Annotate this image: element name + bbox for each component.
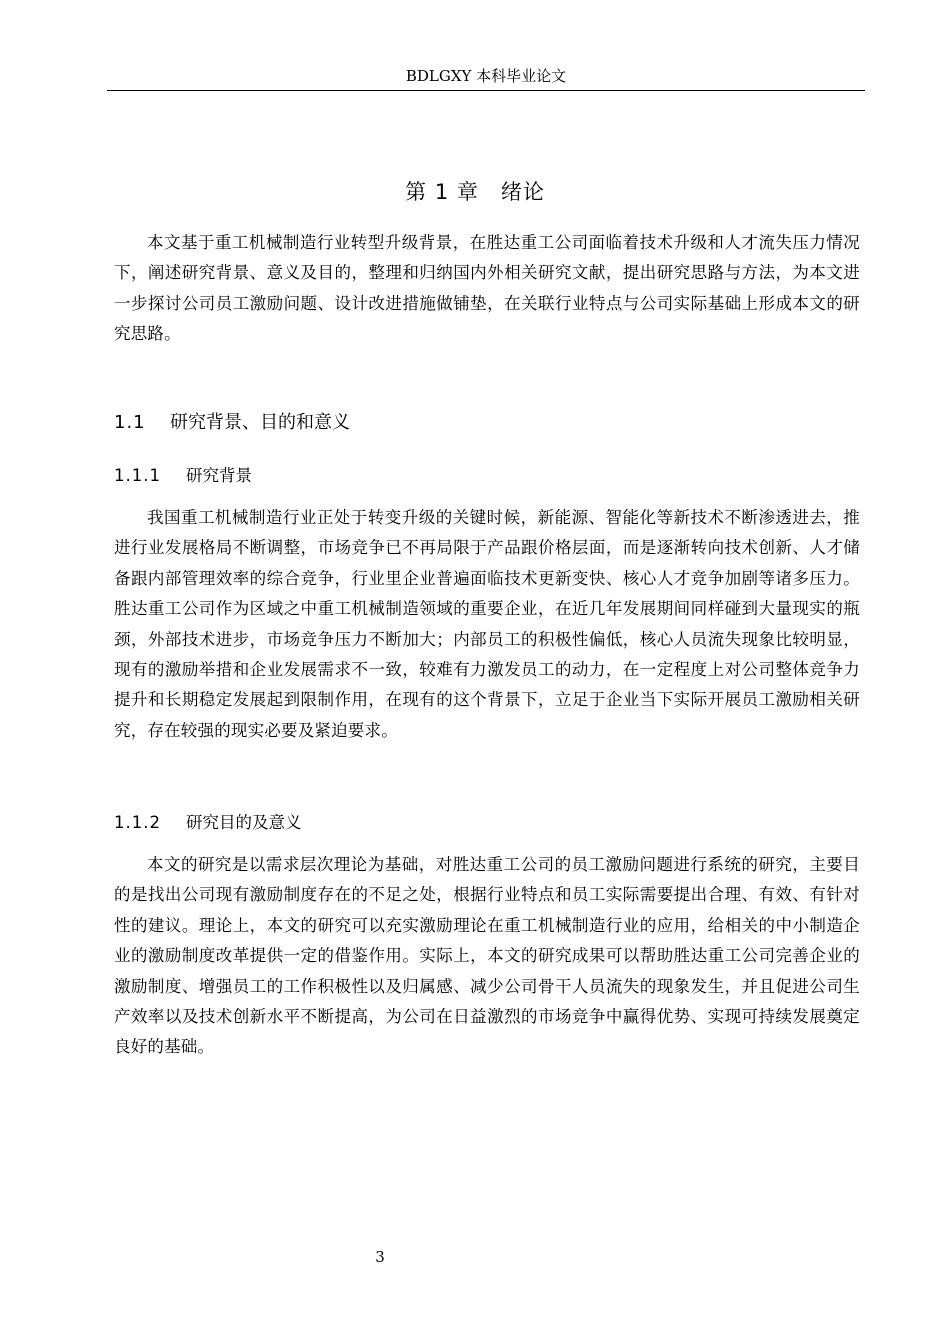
chapter-intro-paragraph: 本文基于重工机械制造行业转型升级背景，在胜达重工公司面临着技术升级和人才流失压力情况下，阐述研究背景、意义及目的，整理和归纳国内外相关研究文献，提出研究思路与方法，为本文进一步探讨公司员工激励问题、设计改进措施做铺垫，在关联行业特点与公司实际基础上形成本文的研究思路。 <box>114 233 860 344</box>
running-header-text: BDLGXY 本科毕业论文 <box>405 67 567 85</box>
subsection-number: 1.1.2 <box>114 813 161 832</box>
subsection-heading-1-1-2 <box>114 808 302 838</box>
chapter-number: 第 1 章 <box>405 180 479 204</box>
section-number: 1.1 <box>114 412 146 433</box>
running-header <box>107 62 865 91</box>
subsection-title: 研究背景 <box>186 466 252 485</box>
subsection-number: 1.1.1 <box>114 466 161 485</box>
purpose-paragraph: 本文的研究是以需求层次理论为基础，对胜达重工公司的员工激励问题进行系统的研究，主要目的是找出公司现有激励制度存在的不足之处，根据行业特点和员工实际需要提出合理、有效、有针对性的建议。理论上，本文的研究可以充实激励理论在重工机械制造行业的应用，给相关的中小制造企业的激励制度改革提供一定的借鉴作用。实际上，本文的研究成果可以帮助胜达重工公司完善企业的激励制度、增强员工的工作积极性以及归属感、减少公司骨干人员流失的现象发生，并且促进公司生产效率以及技术创新水平不断提高，为公司在日益激烈的市场竞争中赢得优势、实现可持续发展奠定良好的基础。 <box>114 855 860 1057</box>
subsection-title: 研究目的及意义 <box>186 813 302 832</box>
chapter-title-text: 绪论 <box>500 180 545 204</box>
chapter-title <box>0 176 950 208</box>
page-number: 3 <box>375 1248 385 1266</box>
background-paragraph: 我国重工机械制造行业正处于转变升级的关键时候，新能源、智能化等新技术不断渗透进去，推进行业发展格局不断调整，市场竞争已不再局限于产品跟价格层面，而是逐渐转向技术创新、人才储备跟内部管理效率的综合竞争，行业里企业普遍面临技术更新变快、核心人才竞争加剧等诸多压力。胜达重工公司作为区域之中重工机械制造领域的重要企业，在近几年发展期间同样碰到大量现实的瓶颈，外部技术进步，市场竞争压力不断加大；内部员工的积极性偏低，核心人员流失现象比较明显，现有的激励举措和企业发展需求不一致，较难有力激发员工的动力，在一定程度上对公司整体竞争力提升和长期稳定发展起到限制作用，在现有的这个背景下，立足于企业当下实际开展员工激励相关研究，存在较强的现实必要及紧迫要求。 <box>114 508 860 740</box>
section-heading-1-1 <box>114 408 350 438</box>
section-title: 研究背景、目的和意义 <box>170 412 350 433</box>
subsection-heading-1-1-1 <box>114 461 252 491</box>
